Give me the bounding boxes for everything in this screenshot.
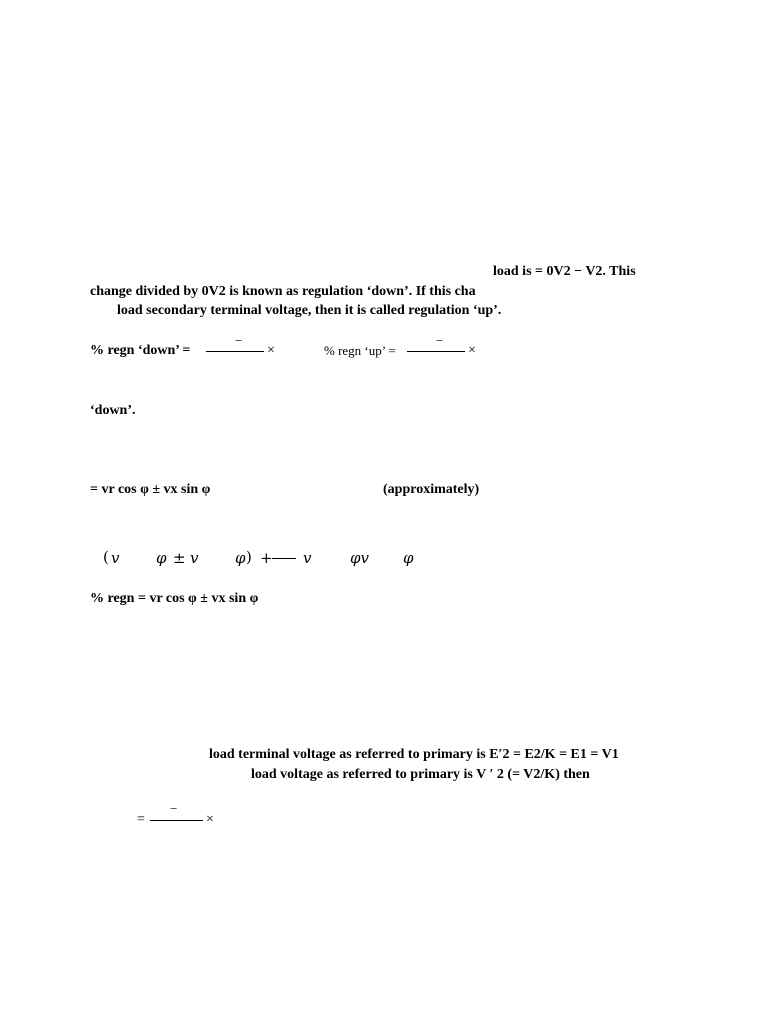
- fraction-bar: [407, 351, 465, 352]
- math-plus-minus: ±: [173, 549, 186, 567]
- math-paren-close: ): [246, 548, 252, 566]
- text-line-secondary-terminal: load secondary terminal voltage, then it is called regulation ‘up’.: [117, 303, 502, 318]
- times-sign: ×: [468, 343, 476, 358]
- regn-down-label: % regn ‘down’ =: [90, 343, 191, 358]
- math-paren-open: (: [103, 548, 109, 566]
- regn-formula: % regn = vr cos φ ± vx sin φ: [90, 591, 259, 606]
- math-phi: φ: [403, 549, 414, 567]
- fraction-bar: [206, 351, 264, 352]
- fraction-minus-sign: −: [235, 333, 243, 348]
- math-plus: +: [260, 549, 273, 567]
- math-v: v: [111, 549, 120, 567]
- text-line-load-is: load is = 0V2 − V2. This: [493, 264, 636, 279]
- fraction-minus-sign: −: [170, 801, 178, 816]
- math-phi: φ: [235, 549, 246, 567]
- regn-up-label: % regn ‘up’ =: [324, 343, 396, 358]
- equals-sign: =: [137, 812, 145, 827]
- text-primary-line1: load terminal voltage as referred to primary is E′2 = E2/K = E1 = V1: [209, 747, 619, 762]
- text-primary-line2: load voltage as referred to primary is V ′ 2 (= V2/K) then: [251, 767, 590, 782]
- approx-note: (approximately): [383, 482, 480, 497]
- math-fraction-bar: [272, 558, 296, 559]
- text-line-change-divided: change divided by 0V2 is known as regulation ‘down’. If this cha: [90, 284, 476, 299]
- fraction-bar: [150, 820, 203, 821]
- math-phi: φ: [156, 549, 167, 567]
- math-v: v: [190, 549, 199, 567]
- math-v: v: [303, 549, 312, 567]
- times-sign: ×: [267, 343, 275, 358]
- fraction-minus-sign: −: [436, 333, 444, 348]
- text-down-word: ‘down’.: [90, 403, 136, 418]
- math-phi-v: φv: [350, 549, 369, 567]
- approx-formula: = vr cos φ ± vx sin φ: [90, 482, 211, 497]
- times-sign: ×: [206, 812, 214, 827]
